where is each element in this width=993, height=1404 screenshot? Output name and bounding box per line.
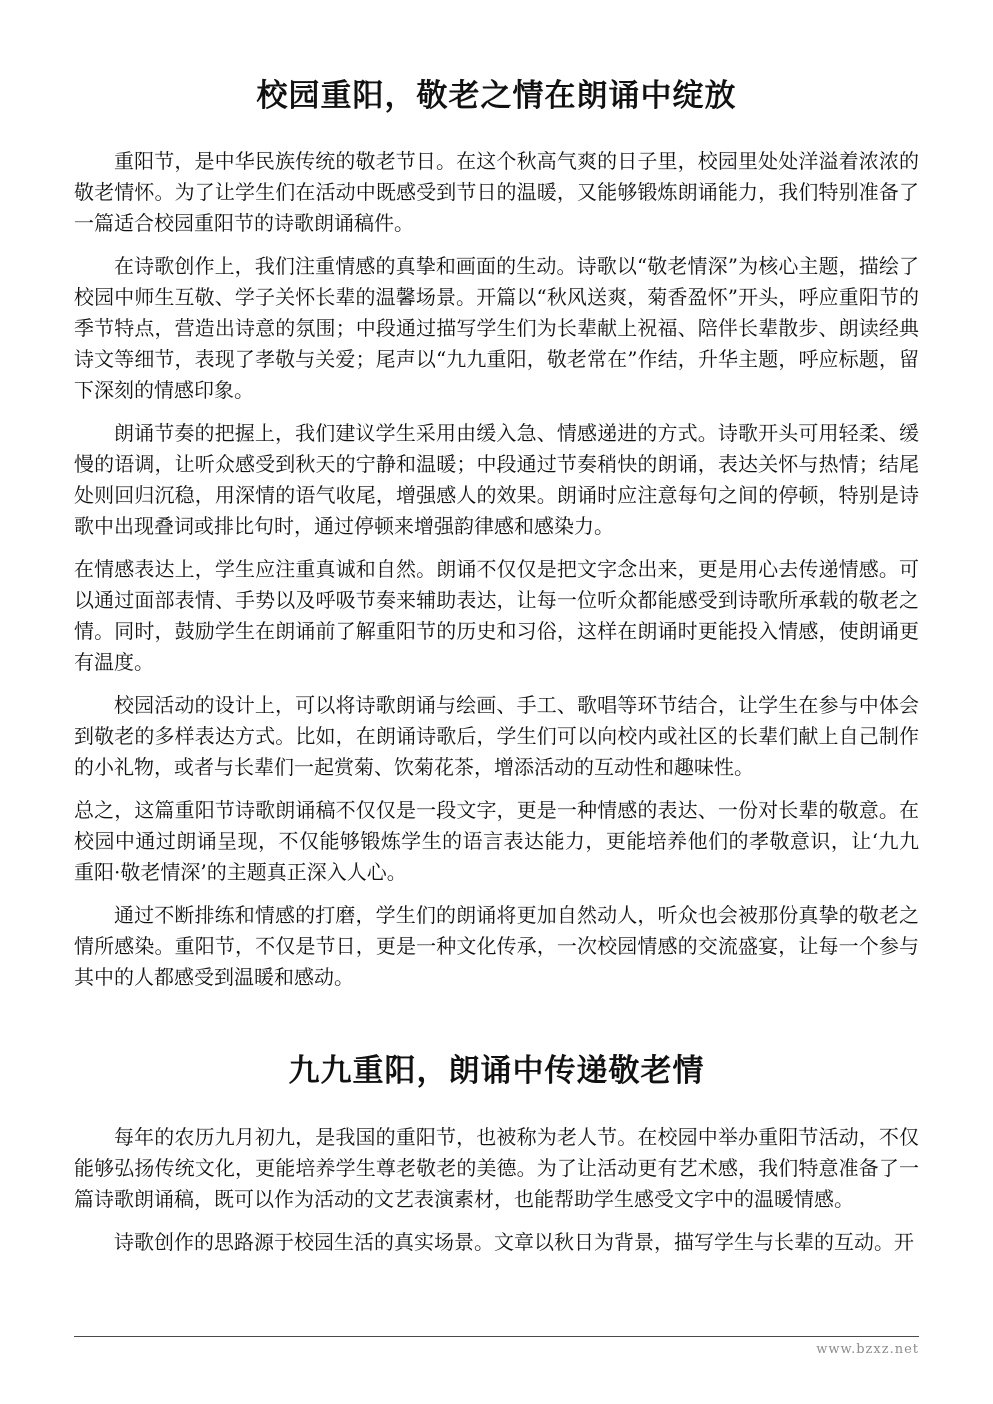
article2-title: 九九重阳，朗诵中传递敬老情 (288, 1053, 705, 1090)
paragraph: 每年的农历九月初九，是我国的重阳节，也被称为老人节。在校园中举办重阳节活动，不仅能够弘扬传统文化，更能培养学生尊老敬老的美德。为了让活动更有艺术感，我们特意准备了一篇诗歌朗诵稿，既可以作为活动的文艺表演素材，也能帮助学生感受文字中的温暖情感。 (74, 1124, 919, 1211)
paragraph: 校园活动的设计上，可以将诗歌朗诵与绘画、手工、歌唱等环节结合，让学生在参与中体会到敬老的多样表达方式。比如，在朗诵诗歌后，学生们可以向校内或社区的长辈们献上自己制作的小礼物，或者与长辈们一起赏菊、饮菊花茶，增添活动的互动性和趣味性。 (74, 693, 919, 780)
paragraph: 诗歌创作的思路源于校园生活的真实场景。文章以秋日为背景，描写学生与长辈的互动。开 (114, 1229, 914, 1254)
paragraph: 总之，这篇重阳节诗歌朗诵稿不仅仅是一段文字，更是一种情感的表达、一份对长辈的敬意。在校园中通过朗诵呈现，不仅能够锻炼学生的语言表达能力，更能培养他们的孝敬意识，让‘九九重阳·敬老情深’的主题真正深入人心。 (74, 798, 919, 885)
article1-title: 校园重阳，敬老之情在朗诵中绽放 (256, 78, 737, 114)
paragraph: 朗诵节奏的把握上，我们建议学生采用由缓入急、情感递进的方式。诗歌开头可用轻柔、缓慢的语调，让听众感受到秋天的宁静和温暖；中段通过节奏稍快的朗诵，表达关怀与热情；结尾处则回归沉稳，用深情的语气收尾，增强感人的效果。朗诵时应注意每句之间的停顿，特别是诗歌中出现叠词或排比句时，通过停顿来增强韵律感和感染力。 (74, 421, 919, 539)
footer-watermark: www.bzxz.net (816, 1342, 919, 1357)
paragraph: 通过不断排练和情感的打磨，学生们的朗诵将更加自然动人，听众也会被那份真挚的敬老之情所感染。重阳节，不仅是节日，更是一种文化传承，一次校园情感的交流盛宴，让每一个参与其中的人都感受到温暖和感动。 (74, 903, 919, 990)
paragraph: 重阳节，是中华民族传统的敬老节日。在这个秋高气爽的日子里，校园里处处洋溢着浓浓的敬老情怀。为了让学生们在活动中既感受到节日的温暖，又能够锻炼朗诵能力，我们特别准备了一篇适合校园重阳节的诗歌朗诵稿件。 (74, 149, 919, 236)
footer-divider (74, 1336, 919, 1404)
paragraph: 在诗歌创作上，我们注重情感的真挚和画面的生动。诗歌以“敬老情深”为核心主题，描绘了校园中师生互敬、学子关怀长辈的温馨场景。开篇以“秋风送爽，菊香盈怀”开头，呼应重阳节的季节特点，营造出诗意的氛围；中段通过描写学生们为长辈献上祝福、陪伴长辈散步、朗读经典诗文等细节，表现了孝敬与关爱；尾声以“九九重阳，敬老常在”作结，升华主题，呼应标题，留下深刻的情感印象。 (74, 254, 919, 403)
paragraph: 在情感表达上，学生应注重真诚和自然。朗诵不仅仅是把文字念出来，更是用心去传递情感。可以通过面部表情、手势以及呼吸节奏来辅助表达，让每一位听众都能感受到诗歌所承载的敬老之情。同时，鼓励学生在朗诵前了解重阳节的历史和习俗，这样在朗诵时更能投入情感，使朗诵更有温度。 (74, 557, 919, 675)
